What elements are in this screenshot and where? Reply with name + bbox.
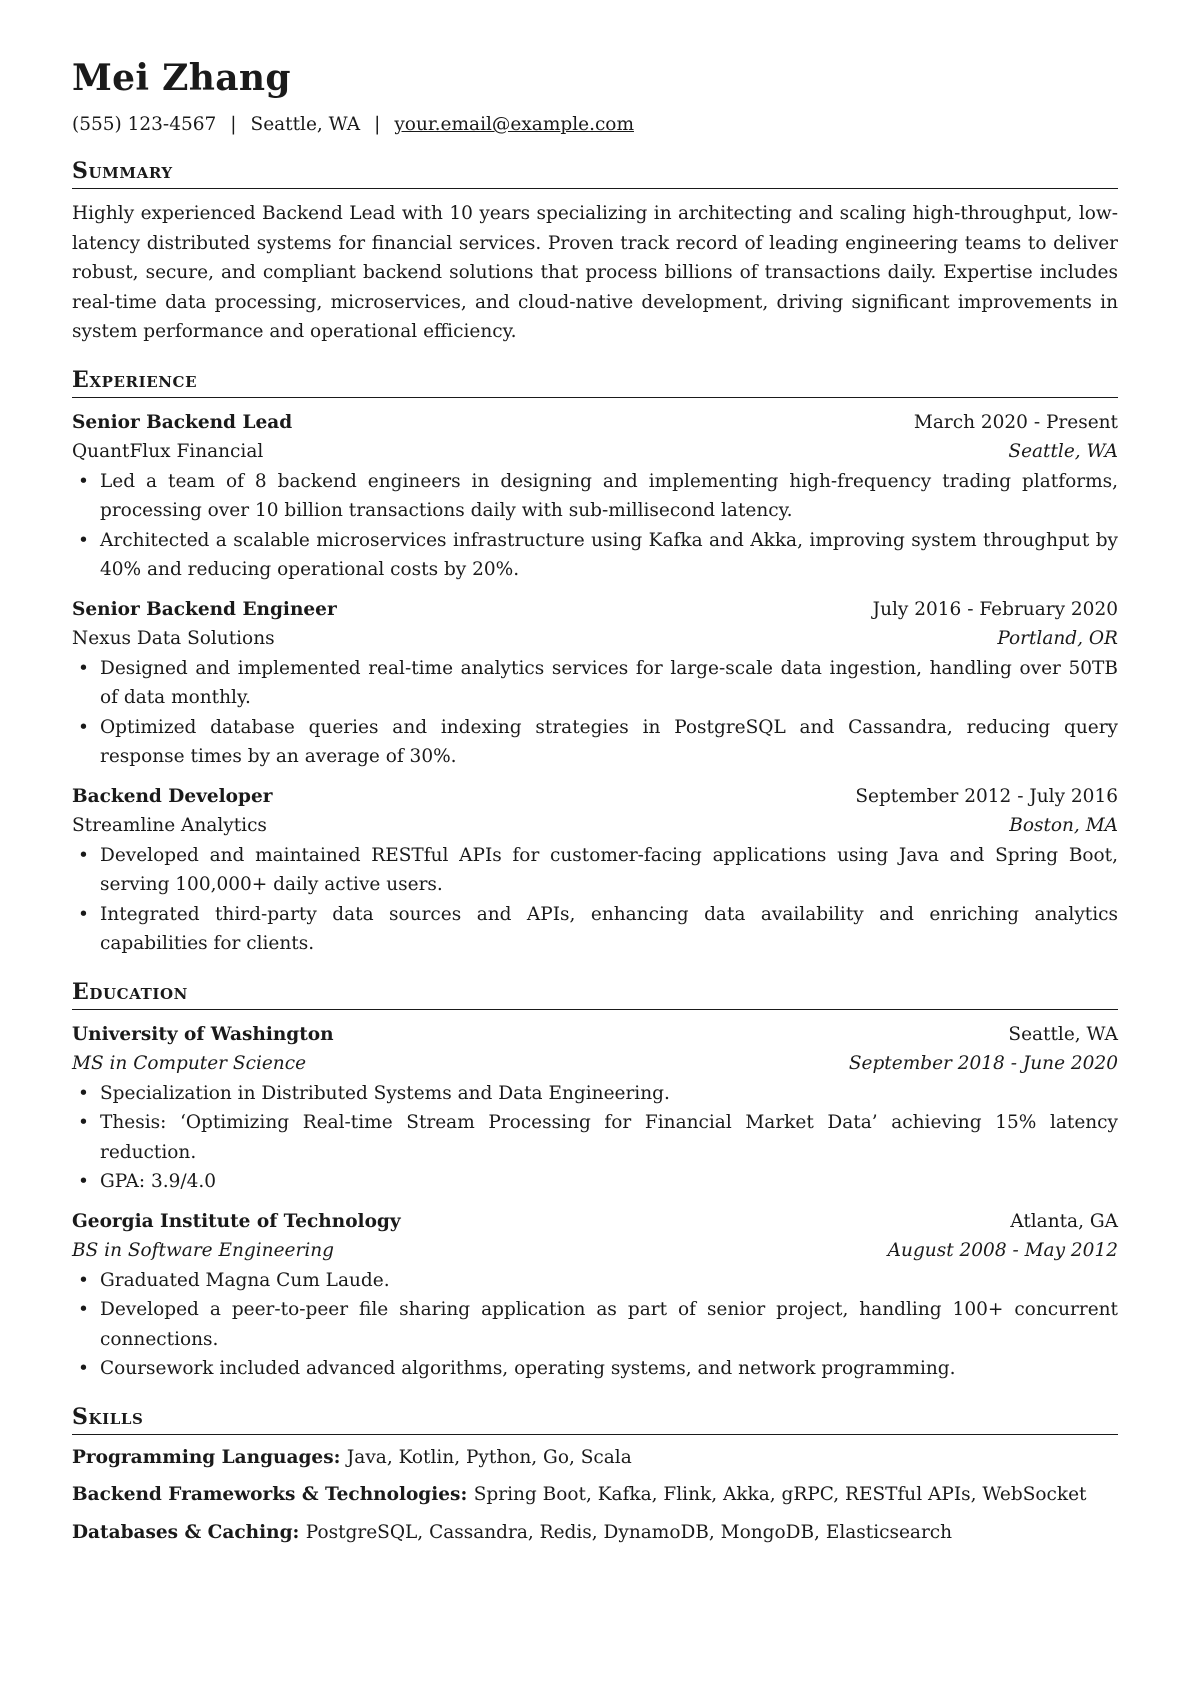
skill-value: PostgreSQL, Cassandra, Redis, DynamoDB, MongoDB, Elasticsearch xyxy=(305,1521,953,1543)
section-title-skills: Skills xyxy=(72,1402,1118,1435)
contact-line xyxy=(72,112,1118,138)
degree: BS in Software Engineering xyxy=(72,1240,334,1261)
company-name: Streamline Analytics xyxy=(72,815,267,836)
section-title-summary: Summary xyxy=(72,156,1118,189)
education-entry xyxy=(72,1020,1118,1197)
section-title-education: Education xyxy=(72,977,1118,1010)
education-dates: September 2018 - June 2020 xyxy=(848,1053,1118,1074)
job-bullets xyxy=(72,467,1118,585)
job-dates: March 2020 - Present xyxy=(913,411,1118,433)
bullet-item: • Led a team of 8 backend engineers in designing and implementing high-frequency trading platforms, processing over 10 billion transactions daily with sub-millisecond latency. xyxy=(72,467,1118,526)
bullet-item: • Designed and implemented real-time analytics services for large-scale data ingestion, handling over 50TB of data monthly. xyxy=(72,654,1118,713)
education-dates: August 2008 - May 2012 xyxy=(887,1240,1118,1261)
skill-value: Java, Kotlin, Python, Go, Scala xyxy=(346,1446,632,1468)
school-name: University of Washington xyxy=(72,1023,334,1045)
skill-value: Spring Boot, Kafka, Flink, Akka, gRPC, RESTful APIs, WebSocket xyxy=(473,1484,1087,1505)
bullet-item: • Graduated Magna Cum Laude. xyxy=(72,1266,1118,1296)
education-entry xyxy=(72,1207,1118,1384)
bullet-item: • Specialization in Distributed Systems and Data Engineering. xyxy=(72,1079,1118,1109)
job-title: Backend Developer xyxy=(72,785,273,807)
company-name: QuantFlux Financial xyxy=(72,441,264,462)
bullet-item: • Architected a scalable microservices infrastructure using Kafka and Akka, improving system throughput by 40% and reducing operational costs by 20%. xyxy=(72,526,1118,585)
contact-separator: | xyxy=(374,114,381,135)
section-title-experience: Experience xyxy=(72,365,1118,398)
job-bullets xyxy=(72,654,1118,772)
school-location: Atlanta, GA xyxy=(1010,1210,1118,1232)
education-bullets xyxy=(72,1079,1118,1197)
contact-email-link[interactable]: your.email@example.com xyxy=(394,114,634,135)
job-title: Senior Backend Engineer xyxy=(72,598,337,620)
bullet-item: • Developed and maintained RESTful APIs for customer-facing applications using Java and Spring Boot, serving 100,000+ daily active users. xyxy=(72,841,1118,900)
contact-location: Seattle, WA xyxy=(250,114,361,135)
degree: MS in Computer Science xyxy=(72,1053,307,1074)
school-location: Seattle, WA xyxy=(1008,1023,1118,1045)
job-dates: September 2012 - July 2016 xyxy=(855,785,1118,807)
job-bullets xyxy=(72,841,1118,959)
bullet-item: • GPA: 3.9/4.0 xyxy=(72,1167,1118,1197)
bullet-item: • Developed a peer-to-peer file sharing application as part of senior project, handling 100+ concurrent connections. xyxy=(72,1295,1118,1354)
education-bullets xyxy=(72,1266,1118,1384)
skill-label: Programming Languages: xyxy=(72,1446,347,1468)
experience-entry xyxy=(72,595,1118,772)
job-title: Senior Backend Lead xyxy=(72,411,293,433)
job-location: Seattle, WA xyxy=(1008,441,1118,462)
contact-separator: | xyxy=(230,114,237,135)
skill-line xyxy=(72,1518,1118,1548)
job-location: Boston, MA xyxy=(1009,815,1118,836)
contact-phone: (555) 123-4567 xyxy=(72,114,217,135)
skill-line xyxy=(72,1443,1118,1473)
bullet-item: • Integrated third-party data sources and APIs, enhancing data availability and enriching analytics capabilities for clients. xyxy=(72,900,1118,959)
experience-entry xyxy=(72,408,1118,585)
skill-label: Backend Frameworks & Technologies: xyxy=(72,1484,474,1505)
bullet-item: • Optimized database queries and indexing strategies in PostgreSQL and Cassandra, reducing query response times by an average of 30%. xyxy=(72,713,1118,772)
job-location: Portland, OR xyxy=(997,628,1118,649)
bullet-item: • Coursework included advanced algorithms, operating systems, and network programming. xyxy=(72,1354,1118,1384)
bullet-item: • Thesis: ‘Optimizing Real-time Stream Processing for Financial Market Data’ achieving 15% latency reduction. xyxy=(72,1108,1118,1167)
job-dates: July 2016 - February 2020 xyxy=(872,598,1118,620)
skill-label: Databases & Caching: xyxy=(72,1521,306,1543)
skill-line xyxy=(72,1480,1118,1510)
candidate-name: Mei Zhang xyxy=(72,57,291,99)
summary-text: Highly experienced Backend Lead with 10 years specializing in architecting and scaling high-throughput, low-latency distributed systems for financial services. Proven track record of leading engineering teams to deliver robust, secure, and compliant backend solutions that process billions of transactions daily. Expertise includes real-time data processing, microservices, and cloud-native development, driving significant improvements in system performance and operational efficiency. xyxy=(72,203,1118,342)
school-name: Georgia Institute of Technology xyxy=(72,1210,401,1232)
company-name: Nexus Data Solutions xyxy=(72,628,275,649)
experience-entry xyxy=(72,782,1118,959)
